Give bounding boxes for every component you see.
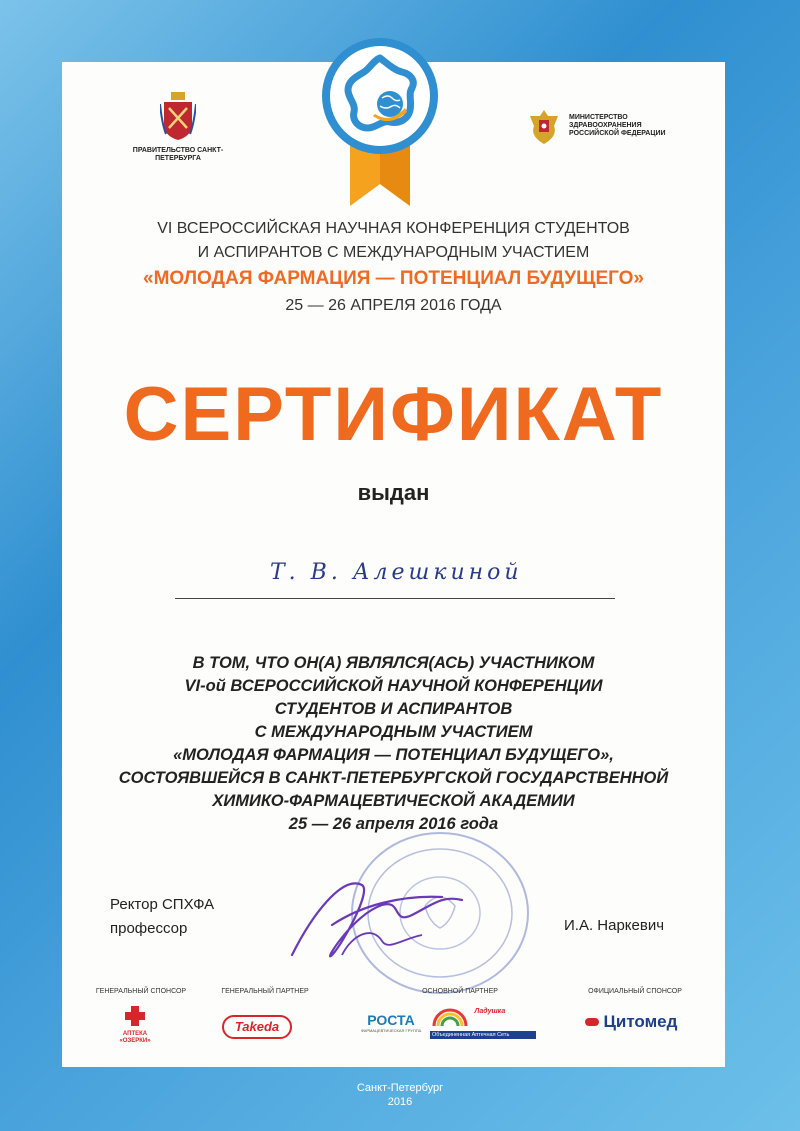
general-partner-label: ГЕНЕРАЛЬНЫЙ ПАРТНЕР bbox=[221, 988, 309, 995]
body-line-1: В ТОМ, ЧТО ОН(А) ЯВЛЯЛСЯ(АСЬ) УЧАСТНИКОМ bbox=[192, 654, 595, 672]
russia-coat-of-arms-icon bbox=[525, 106, 563, 146]
general-sponsor-label: ГЕНЕРАЛЬНЫЙ СПОНСОР bbox=[95, 988, 187, 995]
red-cross-icon bbox=[120, 1006, 150, 1026]
citomed-mark-icon bbox=[585, 1018, 599, 1026]
main-partner-label: ОСНОВНОЙ ПАРТНЕР bbox=[422, 988, 498, 995]
body-line-3: СТУДЕНТОВ И АСПИРАНТОВ bbox=[274, 700, 513, 718]
body-line-8: 25 — 26 апреля 2016 года bbox=[288, 815, 499, 833]
official-sponsor-label: ОФИЦИАЛЬНЫЙ СПОНСОР bbox=[588, 988, 682, 995]
ministry-block bbox=[525, 106, 666, 146]
signer-name: И.А. Наркевич bbox=[564, 917, 665, 934]
conference-dates: 25 — 26 АПРЕЛЯ 2016 ГОДА bbox=[285, 297, 502, 314]
certificate-heading: СЕРТИФИКАТ bbox=[123, 372, 664, 457]
footer-city: Санкт-Петербург bbox=[356, 1082, 444, 1094]
body-line-2: VI-ой ВСЕРОССИЙСКОЙ НАУЧНОЙ КОНФЕРЕНЦИИ bbox=[184, 677, 603, 695]
body-line-4: С МЕЖДУНАРОДНЫМ УЧАСТИЕМ bbox=[254, 723, 533, 741]
rector-signature bbox=[272, 855, 482, 975]
rosta-logo: РОСТА ФАРМАЦЕВТИЧЕСКАЯ ГРУППА bbox=[360, 1012, 422, 1033]
issued-label: выдан bbox=[357, 480, 430, 505]
ozerki-logo: АПТЕКА «ОЗЕРКИ» bbox=[110, 1006, 160, 1045]
rainbow-icon bbox=[430, 1008, 470, 1026]
conference-line-1: VI ВСЕРОССИЙСКАЯ НАУЧНАЯ КОНФЕРЕНЦИЯ СТУДЕНТОВ bbox=[157, 220, 630, 237]
signer-roles bbox=[110, 893, 214, 941]
body-line-6: СОСТОЯВШЕЙСЯ В САНКТ-ПЕТЕРБУРГСКОЙ ГОСУДАРСТВЕННОЙ bbox=[118, 769, 669, 787]
ministry-label: МИНИСТЕРСТВО ЗДРАВООХРАНЕНИЯ РОССИЙСКОЙ ФЕДЕРАЦИИ bbox=[569, 114, 666, 137]
body-line-7: ХИМИКО-ФАРМАЦЕВТИЧЕСКОЙ АКАДЕМИИ bbox=[212, 792, 575, 810]
recipient-underline bbox=[175, 598, 615, 599]
citomed-logo: Цитомед bbox=[585, 1012, 677, 1032]
conference-line-2: И АСПИРАНТОВ С МЕЖДУНАРОДНЫМ УЧАСТИЕМ bbox=[197, 244, 590, 261]
body-line-5: «МОЛОДАЯ ФАРМАЦИЯ — ПОТЕНЦИАЛ БУДУЩЕГО», bbox=[173, 746, 614, 764]
recipient-name: Т. В. Алешкиной bbox=[270, 560, 523, 585]
takeda-logo: Takeda bbox=[222, 1015, 292, 1039]
gov-spb-block bbox=[128, 92, 228, 163]
signer-role-1: Ректор СПХФА bbox=[110, 896, 215, 913]
oas-logo: $^{Ладушка}$ Объединенная Аптечная Сеть bbox=[430, 1008, 536, 1039]
spb-coat-of-arms-icon bbox=[160, 92, 196, 142]
conference-emblem bbox=[320, 36, 440, 211]
footer-year: 2016 bbox=[387, 1096, 413, 1108]
signer-role-2: профессор bbox=[110, 920, 188, 937]
conference-title: «МОЛОДАЯ ФАРМАЦИЯ — ПОТЕНЦИАЛ БУДУЩЕГО» bbox=[143, 268, 644, 289]
gov-spb-label: ПРАВИТЕЛЬСТВО САНКТ-ПЕТЕРБУРГА bbox=[132, 147, 224, 162]
